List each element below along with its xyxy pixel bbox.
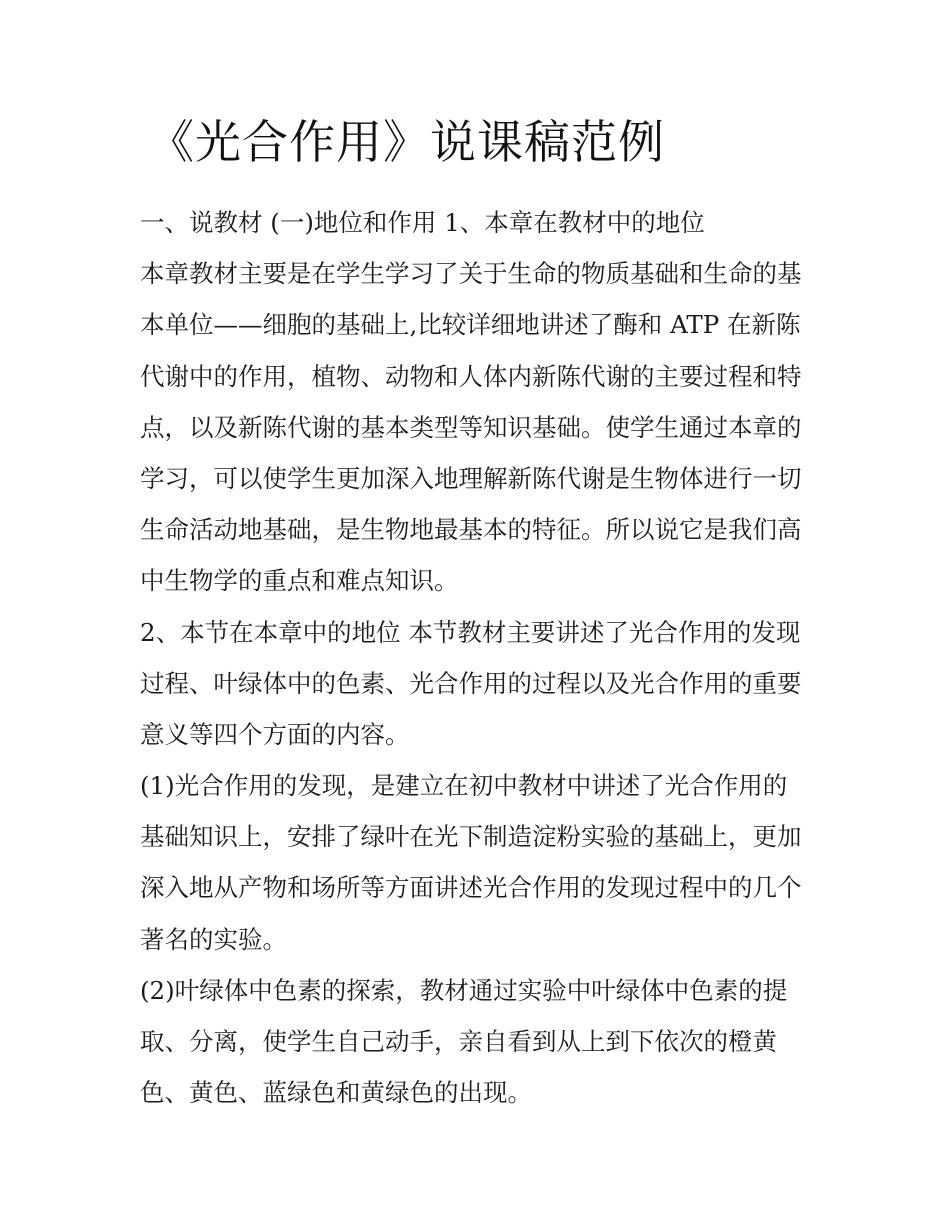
text-line: 中生物学的重点和难点知识。 [140, 566, 459, 596]
text-line: (2)叶绿体中色素的探索，教材通过实验中叶绿体中色素的提 [140, 975, 788, 1005]
text-line: 本单位——细胞的基础上,比较详细地讲述了酶和 ATP 在新陈 [140, 310, 801, 340]
text-line: 学习，可以使学生更加深入地理解新陈代谢是生物体进行一切 [140, 463, 802, 493]
text-line: 代谢中的作用，植物、动物和人体内新陈代谢的主要过程和特 [140, 361, 802, 391]
text-line: 生命活动地基础，是生物地最基本的特征。所以说它是我们高 [140, 515, 802, 545]
text-line: 本章教材主要是在学生学习了关于生命的物质基础和生命的基 [140, 259, 802, 289]
text-line: 基础知识上，安排了绿叶在光下制造淀粉实验的基础上，更加 [140, 822, 802, 852]
text-line: 过程、叶绿体中的色素、光合作用的过程以及光合作用的重要 [140, 668, 802, 698]
text-line: (1)光合作用的发现，是建立在初中教材中讲述了光合作用的 [140, 771, 788, 801]
text-line: 著名的实验。 [140, 924, 287, 954]
text-line: 点，以及新陈代谢的基本类型等知识基础。使学生通过本章的 [140, 412, 802, 442]
text-line: 意义等四个方面的内容。 [140, 719, 410, 749]
text-line: 一、说教材 (一)地位和作用 1、本章在教材中的地位 [140, 208, 705, 237]
document-title: 《光合作用》说课稿范例 [148, 115, 665, 169]
document-body [140, 201, 820, 1122]
text-line: 2、本节在本章中的地位 本节教材主要讲述了光合作用的发现 [140, 617, 801, 647]
text-line: 色、黄色、蓝绿色和黄绿色的出现。 [140, 1078, 532, 1108]
text-line: 取、分离，使学生自己动手，亲自看到从上到下依次的橙黄 [140, 1027, 777, 1056]
text-line: 深入地从产物和场所等方面讲述光合作用的发现过程中的几个 [140, 873, 802, 903]
